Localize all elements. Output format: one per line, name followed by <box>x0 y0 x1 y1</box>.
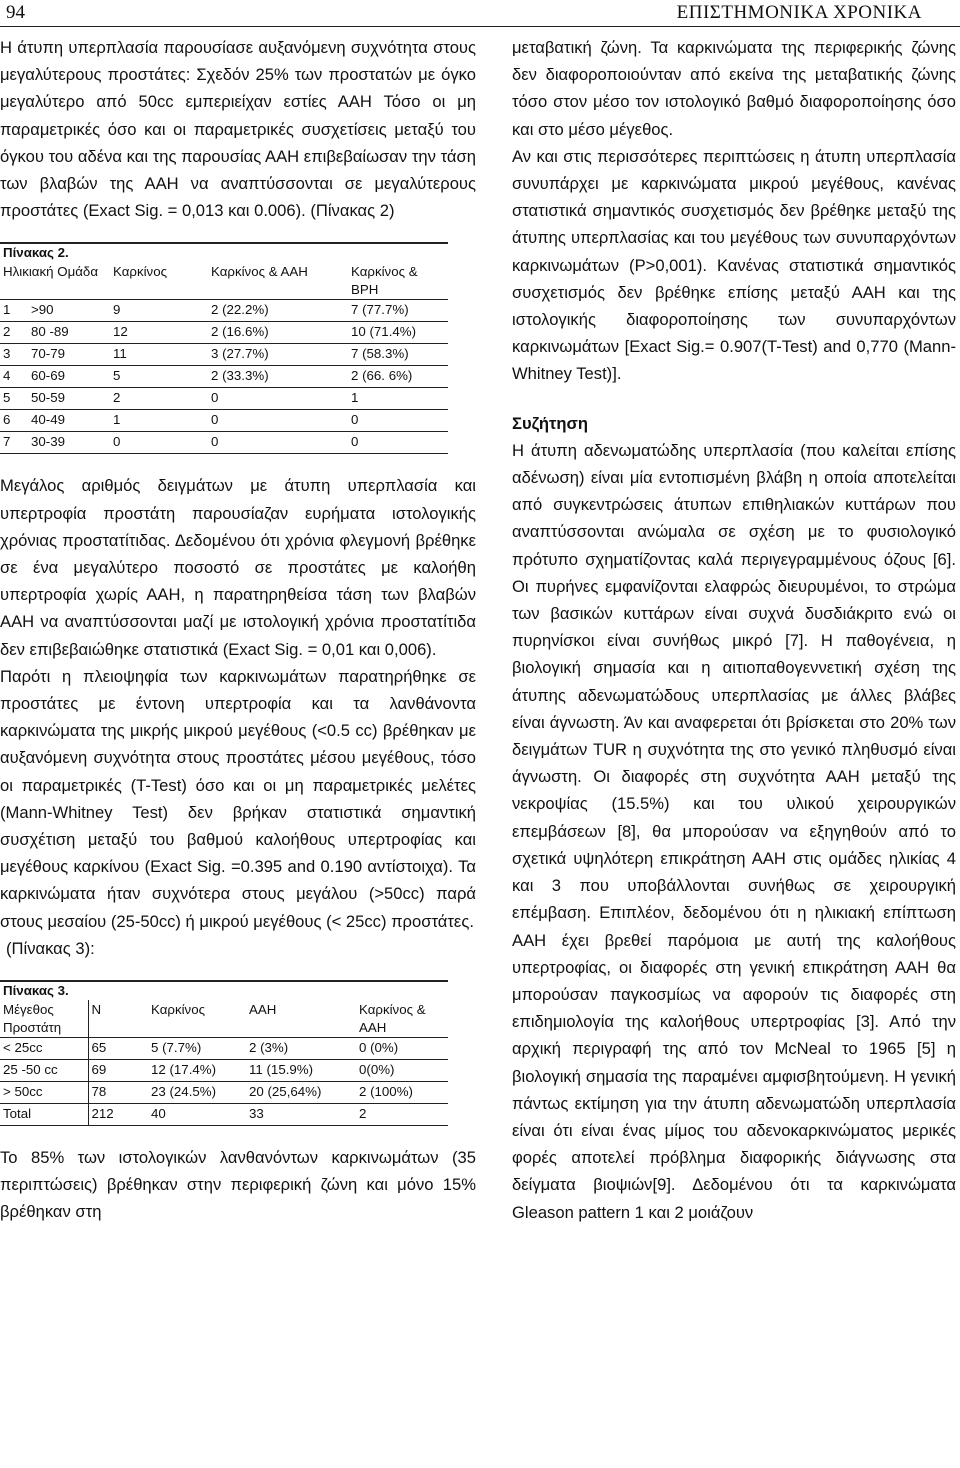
table-row <box>0 300 448 322</box>
right-paragraph-1: μεταβατική ζώνη. Τα καρκινώματα της περιφερικής ζώνης δεν διαφοροποιούνταν από εκείνα της μεταβατικής ζώνης τόσο στον μέσο τον ιστολογικό βαθμό διαφοροποίησης όσο και στο μέσο μέγεθος. <box>512 38 956 139</box>
table-cell: 5 (7.7%) <box>148 1038 246 1060</box>
table-header-cell: Καρκίνος <box>113 264 168 280</box>
table-cell: 7 <box>0 432 28 454</box>
table-cell: 25 -50 cc <box>0 1060 88 1082</box>
table-header-cell: Καρκίνος & ΑΑΗ <box>359 1002 426 1036</box>
table-cell: Total <box>0 1104 88 1126</box>
right-column <box>512 34 956 1226</box>
table-cell: 0 <box>348 410 448 432</box>
table-row <box>0 410 448 432</box>
table-cell: 80 -89 <box>28 322 110 344</box>
table-cell: 2 (3%) <box>246 1038 356 1060</box>
table-header-cell: Καρκίνος & BPH <box>351 264 418 298</box>
table-cell: 4 <box>0 366 28 388</box>
table-cell: 1 <box>0 300 28 322</box>
table-2 <box>0 242 448 454</box>
table-3-header-row <box>0 1000 448 1038</box>
table-cell: 9 <box>110 300 208 322</box>
table-cell: 5 <box>110 366 208 388</box>
table-cell: 7 (58.3%) <box>348 344 448 366</box>
table-cell: 0 (0%) <box>356 1038 448 1060</box>
journal-name: ΕΠΙΣΤΗΜΟΝΙΚΑ ΧΡΟΝΙΚΑ <box>676 2 922 23</box>
table-3 <box>0 980 448 1126</box>
table-row <box>0 322 448 344</box>
table-cell: 60-69 <box>28 366 110 388</box>
table-cell: 0(0%) <box>356 1060 448 1082</box>
table-cell: 40 <box>148 1104 246 1126</box>
table-cell: 2 (66. 6%) <box>348 366 448 388</box>
table-row <box>0 1038 448 1060</box>
table-cell: 69 <box>88 1060 148 1082</box>
table-row <box>0 366 448 388</box>
table-header-cell: Ηλικιακή Ομάδα <box>3 264 99 280</box>
table-cell: 30-39 <box>28 432 110 454</box>
page-number: 94 <box>6 2 25 23</box>
table-cell: 12 <box>110 322 208 344</box>
left-column <box>0 34 476 1226</box>
table-header-cell: Μέγεθος Προστάτη <box>0 1000 88 1038</box>
table-cell: 40-49 <box>28 410 110 432</box>
left-paragraph-3: Παρότι η πλειοψηφία των καρκινωμάτων παρατηρήθηκε σε προστάτες με έντονη υπερτροφία και τα λανθάνοντα καρκινώματα της μικρής μικρού μεγέθους (<0.5 cc) βρέθηκαν με αυξανόμενη συχνότητα στους προστάτες μέσου μεγέθους, τόσο οι παραμετρικές (T-Test) όσο και οι μη παραμετρικές μελέτες (Mann-Whitney Test) δεν βρήκαν στατιστικά σημαντική συσχέτιση μεταξύ του βαθμού καλοήθους υπερτροφίας και μεγέθους καρκίνου (Exact Sig. =0.395 and 0.190 αντίστοιχα). Τα καρκινώματα ήταν συχνότερα στους μεγάλου (>50cc) παρά στους μεσαίου (25-50cc) ή μικρού μεγέθους (< 25cc) προστάτες. <box>0 666 476 931</box>
table-row <box>0 1082 448 1104</box>
table-cell: >90 <box>28 300 110 322</box>
table-row <box>0 388 448 410</box>
table-cell: < 25cc <box>0 1038 88 1060</box>
left-paragraph-2: Μεγάλος αριθμός δειγμάτων με άτυπη υπερπλασία και υπερτροφία προστάτη παρουσίαζαν ευρήματα ιστολογικής χρόνιας προστατίτιδας. Δεδομένου ότι χρόνια φλεγμονή βρέθηκε σε ένα μεγαλύτερο ποσοστό σε προστάτες με καλοήθη υπερτροφία χωρίς ΑΑΗ, η παρατηρηθείσα τάση των βλαβών ΑΑΗ να αναπτύσσονται μαζί με ιστολογική χρόνια προστατίτιδα δεν επιβεβαιώθηκε στατιστικά (Exact Sig. = 0,01 και 0,006). <box>0 476 476 659</box>
page-header <box>0 0 960 27</box>
table-cell: 20 (25,64%) <box>246 1082 356 1104</box>
right-paragraph-3: Η άτυπη αδενωματώδης υπερπλασία (που καλείται επίσης αδένωση) είναι μία εντοπισμένη βλάβη η οποία αποτελείται από συγκεντρώσεις άτυπων επιθηλιακών κυττάρων που αναπτύσσονται ανώμαλα σε σχέση με το φυσιολογικό πρότυπο σχηματίζοντας καλά περιγεγραμμένους όζους [6]. Οι πυρήνες εμφανίζονται ελαφρώς διευρυμένοι, το στρώμα των βασικών κυττάρων είναι συχνά δυσδιάκριτο ενώ οι πυρηνίσκοι είναι συνήθως μικρό [7]. Η παθογένεια, η βιολογική σημασία και η αιτιοπαθογεννετική σχέση της άτυπης αδενωματώδους υπερπλασίας με άλλες βλάβες είναι άγνωστη. Άν και αναφερεται ότι βρίσκεται στο 20% των δειγμάτων TUR η συχνότητα της στο γενικό πληθυσμό είναι άγνωστη. Οι διαφορές στη συχνότητα ΑΑΗ μεταξύ της νεκροψίας (15.5%) και του υλικού χειρουργικών επεμβάσεων [8], θα μπορούσαν να εξηγηθούν από το σχετικά υψηλότερη επικράτηση ΑΑΗ στις ομάδες ηλικίας 4 και 3 που υποβάλλονται συνήθως σε χειρουργική επέμβαση. Επιπλέον, δεδομένου ότι η ηλικιακή επίπτωση ΑΑΗ έχει βρεθεί παρόμοια με αυτή της καλοήθους υπερτροφίας, οι διαφορές στη γενική επικράτηση ΑΑΗ θα μπορούσαν παγκοσμίως να αφορούν τις διαφορές στη επιδημιολογία της καλοήθους υπερτροφίας [3]. Από την αρχική περιγραφή της από τον McNeal το 1965 [5] η βιολογική σημασία της παραμένει αμφισβητούμενη. Η γενική πάντως εκτίμηση για την άτυπη αδενωματώδη υπερπλασία είναι ότι είναι ένας μίμος του αδενοκαρκινώματος μερικές φορές αποτελεί πρόβλημα διαφορικής διάγνωσης στα δείγματα βιοψιών[9]. Δεδομένου ότι τα καρκινώματα Gleason pattern 1 και 2 μοιάζουν <box>512 440 956 1222</box>
table-cell: 1 <box>348 388 448 410</box>
table-header-cell: AAH <box>249 1002 277 1018</box>
table-row <box>0 1104 448 1126</box>
table-cell: 1 <box>110 410 208 432</box>
table-cell: 2 (100%) <box>356 1082 448 1104</box>
table-cell: 11 <box>110 344 208 366</box>
table-cell: 78 <box>88 1082 148 1104</box>
table-cell: 7 (77.7%) <box>348 300 448 322</box>
table-header-cell: N <box>91 1002 102 1018</box>
table-cell: 65 <box>88 1038 148 1060</box>
table-cell: 212 <box>88 1104 148 1126</box>
table-cell: 0 <box>348 432 448 454</box>
table-cell: 0 <box>208 388 348 410</box>
section-heading-discussion: Συζήτηση <box>512 413 589 433</box>
table-cell: 70-79 <box>28 344 110 366</box>
table-cell: 6 <box>0 410 28 432</box>
table-cell: 23 (24.5%) <box>148 1082 246 1104</box>
right-paragraph-2: Αν και στις περισσότερες περιπτώσεις η άτυπη υπερπλασία συνυπάρχει με καρκινώματα μικρού μεγέθους, κανένας στατιστικά σημαντικός συσχετισμός δεν βρέθηκε μεταξύ της άτυπης υπερπλασίας και του μεγέθους των συνυπαρχόντων καρκινωμάτων (P>0,001). Κανένας στατιστικά σημαντικός συσχετισμός δεν βρέθηκε επίσης μεταξύ ΑΑΗ και της ιστολογικής διαφοροποίησης των συνυπαρχόντων καρκινωμάτων [Exact Sig.= 0.907(T-Test) and 0,770 (Mann-Whitney Test)]. <box>512 146 956 384</box>
left-paragraph-1: Η άτυπη υπερπλασία παρουσίασε αυξανόμενη συχνότητα στους μεγαλύτερους προστάτες: Σχεδόν 25% των προστατών με όγκο μεγαλύτερο από 50cc εμπεριείχαν εστίες ΑΑΗ Τόσο οι μη παραμετρικές όσο και οι παραμετρικές συσχετίσεις μεταξύ του όγκου του αδένα και της παρουσίας ΑΑΗ επιβεβαίωσαν την τάση των βλαβών της ΑΑΗ να αναπτύσσονται σε μεγαλύτερους προστάτες (Exact Sig. = 0,013 και 0.006). (Πίνακας 2) <box>0 38 476 221</box>
table-cell: 2 <box>356 1104 448 1126</box>
table-cell: 10 (71.4%) <box>348 322 448 344</box>
table-2-header-row <box>0 262 448 300</box>
table-cell: 0 <box>110 432 208 454</box>
table-cell: 3 (27.7%) <box>208 344 348 366</box>
table-cell: 0 <box>208 410 348 432</box>
table-cell: 12 (17.4%) <box>148 1060 246 1082</box>
table-cell: 3 <box>0 344 28 366</box>
table-3-caption: Πίνακας 3. <box>3 983 69 999</box>
table-3-reference: (Πίνακας 3): <box>6 938 95 958</box>
table-cell: 0 <box>208 432 348 454</box>
table-2-caption: Πίνακας 2. <box>3 245 69 261</box>
table-cell: 11 (15.9%) <box>246 1060 356 1082</box>
table-row <box>0 344 448 366</box>
table-cell: 33 <box>246 1104 356 1126</box>
table-cell: 2 <box>110 388 208 410</box>
table-header-cell: Καρκίνος & ΑΑΗ <box>211 264 308 280</box>
table-cell: 50-59 <box>28 388 110 410</box>
table-3-grid <box>0 1000 448 1126</box>
table-cell: 2 (22.2%) <box>208 300 348 322</box>
table-cell: > 50cc <box>0 1082 88 1104</box>
table-row <box>0 432 448 454</box>
table-row <box>0 1060 448 1082</box>
table-cell: 2 (16.6%) <box>208 322 348 344</box>
table-cell: 2 (33.3%) <box>208 366 348 388</box>
table-header-cell: Καρκίνος <box>151 1002 206 1018</box>
left-paragraph-4: Το 85% των ιστολογικών λανθανόντων καρκινωμάτων (35 περιπτώσεις) βρέθηκαν στην περιφερική ζώνη και μόνο 15% βρέθηκαν στη <box>0 1148 476 1222</box>
table-cell: 2 <box>0 322 28 344</box>
table-cell: 5 <box>0 388 28 410</box>
table-2-grid <box>0 262 448 454</box>
